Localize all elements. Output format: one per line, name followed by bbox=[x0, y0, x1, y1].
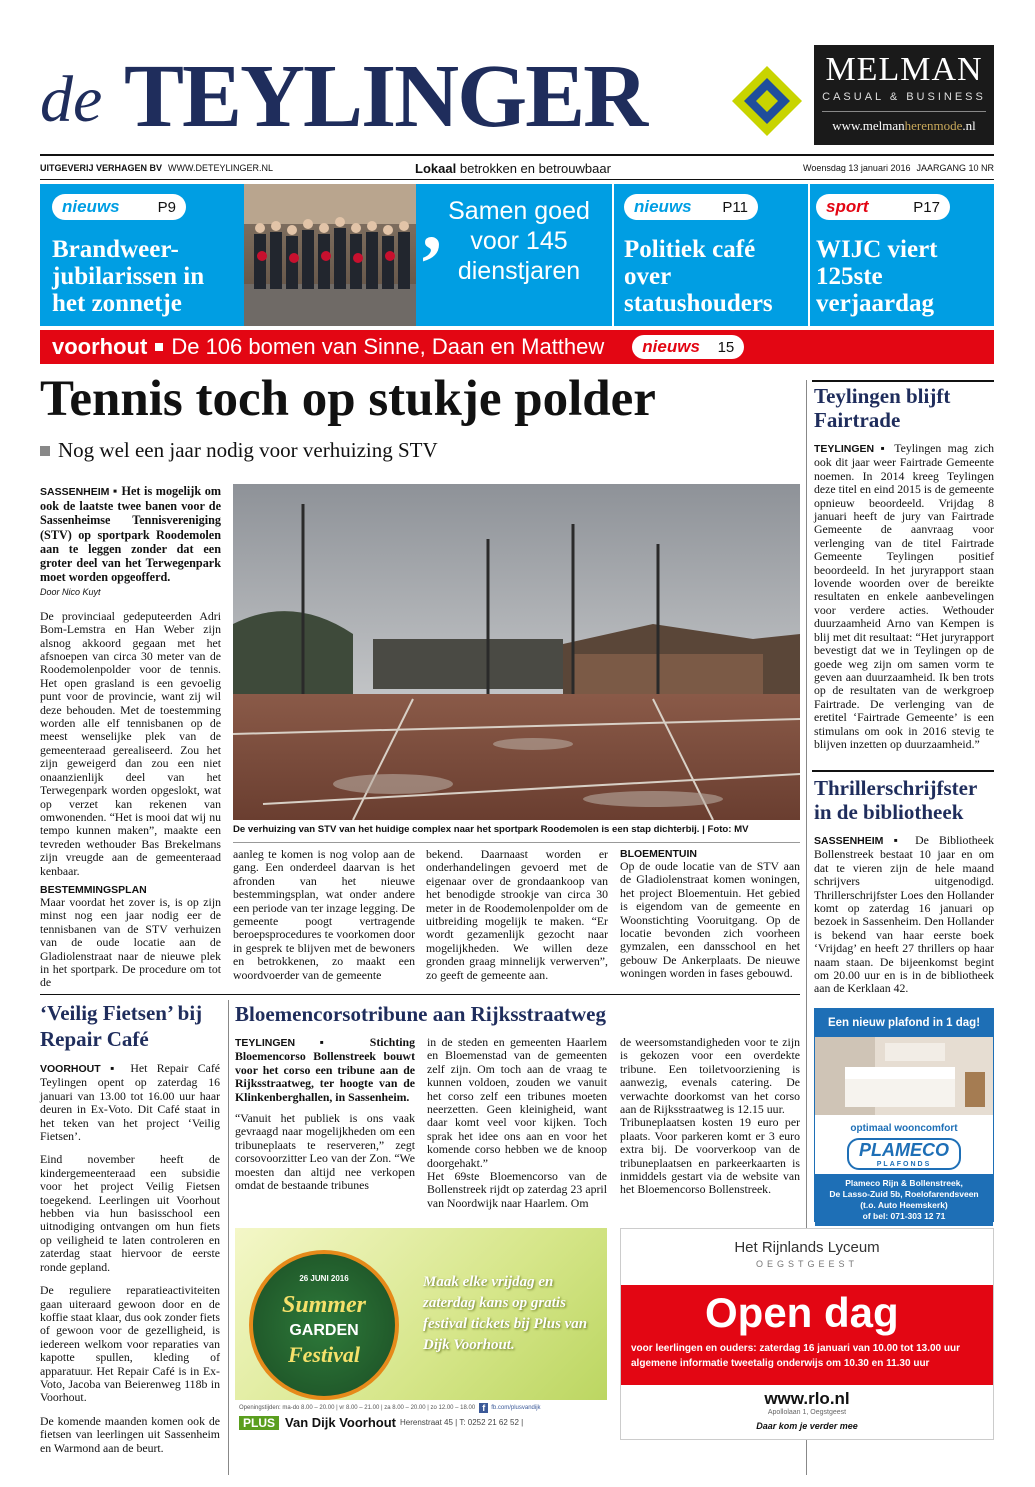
lead-p2: Maar voordat het zover is, is op zijn minst nog een jaar nodig eer de tennisbanen van de STV verhuizen van de oude locatie aan de Gladiolenstraat naar de nieuwe plek in het sportpark. De procedure om tot de bbox=[40, 894, 221, 990]
facebook-icon[interactable]: f bbox=[479, 1403, 488, 1413]
plus-script: Maak elke vrijdag en zaterdag kans op gratis festival tickets bij Plus van Dijk Voorhout. bbox=[423, 1274, 588, 1353]
teaser-3[interactable] bbox=[612, 184, 808, 326]
info-bar bbox=[40, 158, 994, 178]
sidebar-thriller bbox=[814, 776, 994, 996]
plameco-slogan: optimaal wooncomfort bbox=[850, 1123, 958, 1134]
teaser-photo bbox=[244, 184, 416, 326]
lead-byline: Door Nico Kuyt bbox=[40, 587, 101, 598]
masthead-prefix: de bbox=[40, 63, 103, 136]
melman-name: MELMAN bbox=[825, 51, 983, 88]
teaser-4-tag: sport bbox=[826, 197, 869, 216]
lyceum-city: OEGSTGEEST bbox=[755, 1259, 858, 1269]
fietsen-p4: De komende maanden komen ook de fietsen van leerlingen uit Sassenheim en Warmond aan de beurt. bbox=[40, 1413, 220, 1455]
banner-tag: nieuws bbox=[642, 337, 700, 356]
teaser-4-pill bbox=[816, 194, 950, 220]
sidebar1-headline: Teylingen blijft Fairtrade bbox=[814, 384, 951, 432]
teaser-3-pill bbox=[624, 194, 758, 220]
lyceum-slogan: Daar kom je verder mee bbox=[756, 1421, 858, 1431]
lead-sub1: BESTEMMINGSPLAN bbox=[40, 883, 147, 896]
banner-page: 15 bbox=[717, 338, 735, 356]
festival-badge bbox=[249, 1250, 399, 1400]
lead-c2: aanleg te komen is nog volop aan de gang. Een onderdeel daarvan is het afronden van het nieuwe bestemmingsplan, wat onder andere een periode van ter inzage legging. De gemeente poogt vertragende beroepsprocedures te voorkomen door in gesprek te blijven met de bewoners en betrokkenen, zo maakt een woordvoerder van de gemeente bbox=[233, 847, 415, 982]
teaser-1-page: P9 bbox=[157, 198, 176, 216]
plus-bottom bbox=[235, 1400, 607, 1440]
lead-c4: Op de oude locatie van de STV aan de Gladiolenstraat komen woningen, het project Bloementuin. Het gebied is eigendom van de gemeente en Woonstichting Vooruitgang. Op de locatie bevonden zich voorheen gymzalen, een dansschool en het gebouw De Ankerplaats. De nieuwe woningen worden in fases gebouwd. bbox=[620, 859, 800, 981]
plus-address: Herenstraat 45 | T: 0252 21 62 52 | bbox=[400, 1418, 524, 1427]
plus-fb[interactable]: fb.com/plusvandijk bbox=[491, 1405, 541, 1411]
website[interactable]: WWW.DETEYLINGER.NL bbox=[168, 163, 274, 173]
teaser-1-tag: nieuws bbox=[62, 197, 120, 216]
lead-intro: SASSENHEIM ▪ Het is mogelijk om ook de laatste twee banen voor de Sassenheimse Tennisvereniging (STV) op sportpark Roodemolen aan te leggen zonder dat een groter deel van het Terwegenpark moet worden opgeofferd. bbox=[40, 484, 221, 585]
melman-url: www.melmanherenmode.nl bbox=[832, 118, 976, 133]
fietsen-headline: ‘Veilig Fietsen’ bij Repair Café bbox=[40, 1001, 203, 1051]
teaser-4[interactable] bbox=[808, 184, 994, 326]
bedroom-photo bbox=[815, 1037, 993, 1115]
melman-tagline: CASUAL & BUSINESS bbox=[822, 91, 986, 103]
teaser-1-pill bbox=[52, 194, 186, 220]
lyceum-title: Open dag bbox=[705, 1289, 899, 1336]
teaser-quote bbox=[416, 179, 612, 326]
sidebar1-body: TEYLINGEN ▪ Teylingen mag zich ook dit jaar weer Fairtrade Gemeente noemen. In 2014 kreeg Teylingen deze titel en eind 2015 is de gemeente opnieuw beoordeeld. Vrijdag 8 januari heeft de jury van Fairtrade Gemeente de aanvraag voor verlenging van de titel Fairtrade Gemeente Teylingen positief beoordeeld. In het juryrapport staan lovende woorden over de bereikte resultaten en enkele aanbevelingen voor verdere acties. Wethouder duurzaamheid Arno van Kempen is blij met dit resultaat: “Het juryrapport bevestigt dat we in Teylingen op de goede weg zijn om samen vorm te geven aan duurzaamheid. Ik ben trots op de resultaten van de werkgroep Fairtrade. De verlenging van de eretitel ‘Fairtrade Gemeente’ is een stimulans om ook in 2016 stevig te blijven inzetten op duurzaamheid.” bbox=[814, 441, 994, 751]
tennis-photo bbox=[233, 484, 800, 820]
plus-hours: Openingstijden: ma-do 8.00 – 20.00 | vr 8.00 – 21.00 | za 8.00 – 20.00 | zo 12.00 – 18.00 bbox=[239, 1405, 476, 1411]
banner-text: De 106 bomen van Sinne, Daan en Matthew bbox=[171, 334, 605, 359]
photo-caption: De verhuizing van STV van het huidige complex naar het sportpark Roodemolen is een stap dichterbij. | Foto: MV bbox=[233, 824, 749, 835]
firefighters-photo bbox=[244, 184, 416, 326]
slogan: Lokaal betrokken en betrouwbaar bbox=[415, 160, 611, 176]
lead-col-4 bbox=[620, 848, 800, 981]
tennis-court-photo bbox=[233, 484, 800, 820]
festival-name-1: Summer bbox=[281, 1292, 367, 1318]
lyceum-line2: algemene informatie tweetalig onderwijs om 10.30 en 11.30 uur bbox=[631, 1358, 930, 1369]
lead-sub2: BLOEMENTUIN bbox=[620, 848, 697, 860]
teaser-3-title: Politiek café over statushouders bbox=[624, 236, 773, 317]
plus-store: Van Dijk Voorhout bbox=[285, 1415, 397, 1430]
lyceum-address: Apollolaan 1, Oegstgeest bbox=[767, 1409, 847, 1416]
corso-col-2 bbox=[427, 1036, 607, 1210]
teaser-3-page: P11 bbox=[722, 198, 748, 216]
festival-name-2: GARDEN bbox=[289, 1322, 359, 1339]
corso-intro: TEYLINGEN ▪ Stichting Bloemencorso Bollenstreek bouwt voor het corso een tribune aan de Rijksstraatweg, ter hoogte van de Klinkenberghallen, in Sassenheim. bbox=[235, 1035, 415, 1104]
fietsen-p2: Eind november heeft de kindergemeenteraad een subsidie voor het project Veilig Fietsen toegekend. Leerlingen uit Voorhout hebben via hun basisschool een uitnodiging ontvangen om hun fiets op veiligheid te laten controleren en zaterdag staat hiervoor de eerste ronde gepland. bbox=[40, 1152, 220, 1274]
sidebar2-headline: Thrillerschrijfster in de bibliotheek bbox=[814, 776, 977, 824]
plameco-ad[interactable] bbox=[814, 1008, 994, 1222]
plus-logo: PLUS bbox=[239, 1416, 279, 1430]
plameco-logo: PLAMECO PLAFONDS bbox=[847, 1138, 961, 1170]
festival-name-3: Festival bbox=[287, 1342, 361, 1367]
corso-col-3 bbox=[620, 1036, 800, 1197]
masthead bbox=[40, 40, 800, 150]
lead-c3: bekend. Daarnaast worden er onderhandelingen gevoerd met de eigenaar over de grondaankoop van het benodigde strookje van circa 30 meter in de Roodemolenpolder om de uitbreiding mogelijk te maken. “Er wordt gezamenlijk gezocht naar mogelijkheden. We willen deze gronden graag minnelijk verwerven”, zo geeft de gemeente aan. bbox=[426, 847, 608, 982]
corso-col-1 bbox=[235, 1036, 415, 1192]
quote-mark-icon: , bbox=[422, 179, 442, 267]
lead-col-1 bbox=[40, 484, 221, 990]
teaser-1[interactable] bbox=[40, 184, 244, 326]
lead-headline: Tennis toch op stukje polder bbox=[40, 371, 656, 427]
lyceum-ad[interactable] bbox=[620, 1228, 994, 1440]
masthead-name: TEYLINGER bbox=[124, 47, 647, 146]
teaser-1-title: Brandweer-jubilarissen in het zonnetje bbox=[52, 236, 205, 317]
publisher: UITGEVERIJ VERHAGEN BV bbox=[40, 163, 163, 173]
lyceum-name: Het Rijnlands Lyceum bbox=[734, 1239, 880, 1256]
lyceum-url[interactable]: www.rlo.nl bbox=[764, 1389, 850, 1408]
issue-date: Woensdag 13 januari 2016 bbox=[803, 163, 911, 173]
corso-headline: Bloemencorsotribune aan Rijksstraatweg bbox=[235, 1002, 606, 1026]
banner-place: voorhout bbox=[52, 334, 148, 359]
diamond-logo-icon bbox=[730, 64, 804, 138]
teaser-4-title: WIJC viert 125ste verjaardag bbox=[816, 236, 938, 317]
lyceum-red-block bbox=[621, 1285, 993, 1385]
lead-col-2 bbox=[233, 848, 415, 982]
red-banner[interactable] bbox=[40, 330, 994, 364]
sidebar2-body: SASSENHEIM ▪ De Bibliotheek Bollenstreek bestaat 10 jaar en om dat te vieren zijn de hele maand schrijvers uitgenodigd. Thrillerschrijfster Loes den Hollander komt op zaterdag 16 januari op bezoek in Sassenheim. Den Hollander is bekend van haar eerste boek ‘Vrijdag’ en heeft 27 thrillers op haar naam staan. De bijeenkomst begint om 20.00 uur en is in de bibliotheek aan de Kerklaan 42. bbox=[814, 833, 994, 996]
lead-col-3 bbox=[426, 848, 608, 982]
lead-subhead-row bbox=[40, 438, 438, 463]
lead-p1: De provinciaal gedeputeerden Adri Bom-Lemstra en Han Weber zijn alsnog akkoord gegaan met het afsnoepen van circa 30 meter van de Roodemolenpolder voor de tennis. Het open grasland is een gevoelig punt voor de provincie, want zij wil deze behouden. Met de toestemming worden alle elf tennisbanen op de meest wenselijke plek van de gemeenteraad gerealiseerd. Zou het zijn geweigerd dan zou een niet onaanzienlijk deel van het Terwegenpark worden opgeslokt, wat op verzet kan rekenen van omwonenden. “Het is mooi dat wij nu tempo kunnen maken”, maakte een tevreden wethouder Bas Brekelmans zijn vreugde aan de gemeenteraad kenbaar. bbox=[40, 608, 221, 878]
corso-c3b: Tribuneplaatsen kosten 19 euro per plaats. Voor parkeren komt er 3 euro extra bij. De voorverkoop van de tribuneplaatsen en parkeerkaarten is inmiddels gestart via de website van het Bloemencorso Bollenstreek. bbox=[620, 1115, 800, 1197]
corso-p1: “Vanuit het publiek is ons vaak gevraagd naar mogelijkheden om een tribuneplaats te reserveren,” zegt corsovoorzitter Leo van der Zon. “We moesten dan altijd nee verkopen omdat de bestaande tribunes bbox=[235, 1111, 415, 1193]
festival-date: 26 JUNI 2016 bbox=[299, 1274, 349, 1283]
corso-c2: in de steden en gemeenten Haarlem en Bloemenstad van de gemeenten zelf zijn. Om toch aan de vraag te kunnen voldoen, zouden we vanuit het corso zelf een tribunes moeten neerzetten. Geen kleinigheid, want daar komt veel voor kijken. Toch sprak het idee ons aan en voor het komende corso hebben we de knoop doorgehakt.” bbox=[427, 1035, 607, 1170]
teaser-3-tag: nieuws bbox=[634, 197, 692, 216]
plameco-contact: Plameco Rijn & Bollenstreek, De Lasso-Zuid 5b, Roelofarendsveen (t.o. Auto Heemskerk) of bel: 071-303 12 71 bbox=[815, 1174, 993, 1226]
article-fietsen bbox=[40, 1000, 220, 1455]
lead-subhead: Nog wel een jaar nodig voor verhuizing STV bbox=[58, 438, 438, 462]
banner-pill bbox=[632, 335, 744, 359]
bullet-square-icon bbox=[155, 343, 163, 351]
plameco-heading: Een nieuw plafond in 1 dag! bbox=[815, 1009, 993, 1037]
melman-ad[interactable] bbox=[814, 45, 994, 145]
teaser-quote-text: Samen goed voor 145 dienstjaren bbox=[448, 197, 590, 285]
fietsen-p3: De reguliere reparatieactiviteiten gaan uiteraard gewoon door en de koffie staat klaar, dus ook zonder fiets of gewoon voor de gezelligheid, is iedereen welkom voor reparaties van kapotte spullen, kleding of apparatuur. Het Repair Café is in Ex-Voto, Jacoba van Beierenweg 118b in Voorhout. bbox=[40, 1283, 220, 1405]
sidebar-fairtrade bbox=[814, 384, 994, 751]
lyceum-line1: voor leerlingen en ouders: zaterdag 16 januari van 10.00 tot 13.00 uur bbox=[631, 1343, 960, 1354]
plus-ad[interactable] bbox=[235, 1228, 607, 1440]
teaser-4-page: P17 bbox=[913, 198, 940, 216]
fietsen-p1: VOORHOUT ▪ Het Repair Café Teylingen opent op zaterdag 16 januari van 13.00 tot 16.00 uur haar deuren in Ex-Voto. Dit Café staat in het teken van het project ‘Veilig Fietsen’. bbox=[40, 1061, 220, 1144]
bullet-square-icon bbox=[40, 446, 50, 456]
corso-c3: de weersomstandigheden voor te zijn is gekozen voor een overdekte tribune. Een toiletvoorziening is aanwezig, evenals catering. De verwachte doorkomst van het corso aan de Rijksstraatweg is 12.15 uur. bbox=[620, 1035, 800, 1117]
corso-c2b: Het 69ste Bloemencorso van de Bollenstreek rijdt op zaterdag 23 april van Noordwijk naar Haarlem. Om bbox=[427, 1169, 607, 1210]
edition: JAARGANG 10 NR bbox=[916, 163, 994, 173]
